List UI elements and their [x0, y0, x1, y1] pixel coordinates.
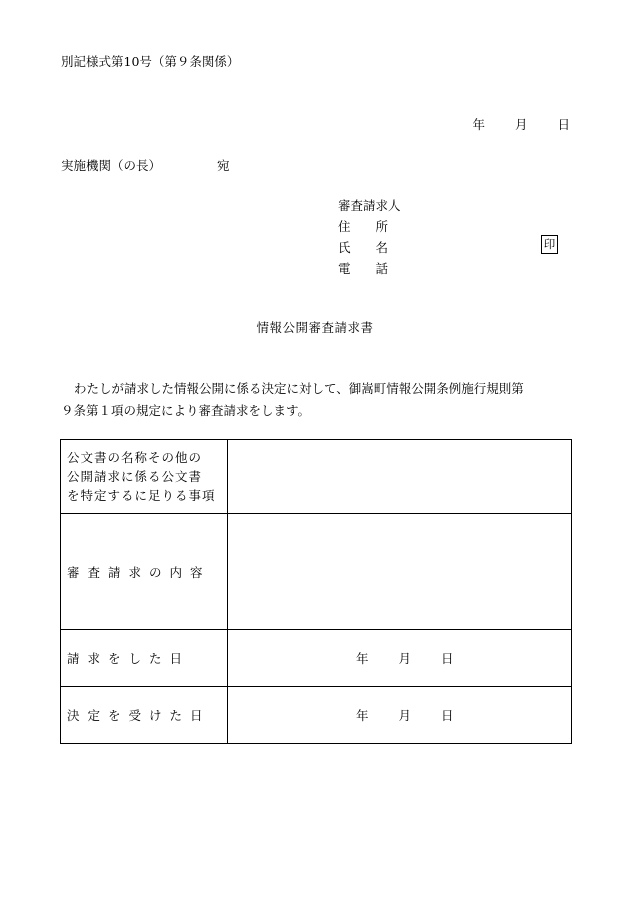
form-identifier: 別記様式第10号（第９条関係）: [61, 54, 240, 69]
statement-line-2: ９条第１項の規定により審査請求をします。: [61, 403, 311, 418]
request-date-label: 請求をした日: [61, 630, 228, 687]
date-year-label: 年: [356, 651, 369, 666]
table-row: [61, 440, 572, 514]
table-row: [61, 630, 572, 687]
requester-phone-row: [338, 258, 406, 279]
date-day-label: 日: [441, 651, 454, 666]
date-month-label: 月: [398, 708, 412, 723]
document-title: 情報公開審査請求書: [256, 320, 374, 335]
requester-name-row: [338, 237, 406, 258]
seal-mark: 印: [541, 235, 558, 254]
decision-date-label: 決定を受けた日: [61, 687, 228, 744]
requester-address-row: [338, 216, 406, 237]
requester-name-label: 氏 名: [338, 240, 389, 255]
document-identification-field[interactable]: [228, 440, 572, 514]
date-year-label: 年: [472, 117, 485, 132]
decision-date-field[interactable]: [228, 687, 572, 744]
date-day-label: 日: [441, 708, 454, 723]
addressee-honorific: 宛: [217, 158, 230, 173]
statement-line-1: わたしが請求した情報公開に係る決定に対して、御嵩町情報公開条例施行規則第: [74, 381, 524, 396]
date-day-label: 日: [557, 117, 570, 132]
date-placeholder: [228, 649, 571, 667]
date-year-label: 年: [356, 708, 369, 723]
document-identification-label: [61, 440, 228, 514]
request-date-field[interactable]: [228, 630, 572, 687]
label-line: 公文書の名称その他の: [67, 450, 203, 465]
review-content-field[interactable]: [228, 514, 572, 630]
request-form-table: [60, 439, 572, 744]
date-placeholder: [228, 706, 571, 724]
label-line: を特定するに足りる事項: [67, 488, 216, 503]
addressee: [61, 156, 230, 174]
table-row: [61, 687, 572, 744]
request-statement: [61, 378, 573, 422]
requester-block: [338, 195, 406, 279]
review-content-label: 審査請求の内容: [61, 514, 228, 630]
date-month-label: 月: [398, 651, 412, 666]
submission-date: [446, 115, 570, 133]
requester-phone-label: 電 話: [338, 261, 389, 276]
addressee-name: 実施機関（の長）: [61, 158, 162, 173]
requester-address-label: 住 所: [338, 219, 389, 234]
date-month-label: 月: [514, 117, 528, 132]
table-row: [61, 514, 572, 630]
label-line: 公開請求に係る公文書: [67, 469, 203, 484]
requester-heading: 審査請求人: [338, 198, 401, 213]
